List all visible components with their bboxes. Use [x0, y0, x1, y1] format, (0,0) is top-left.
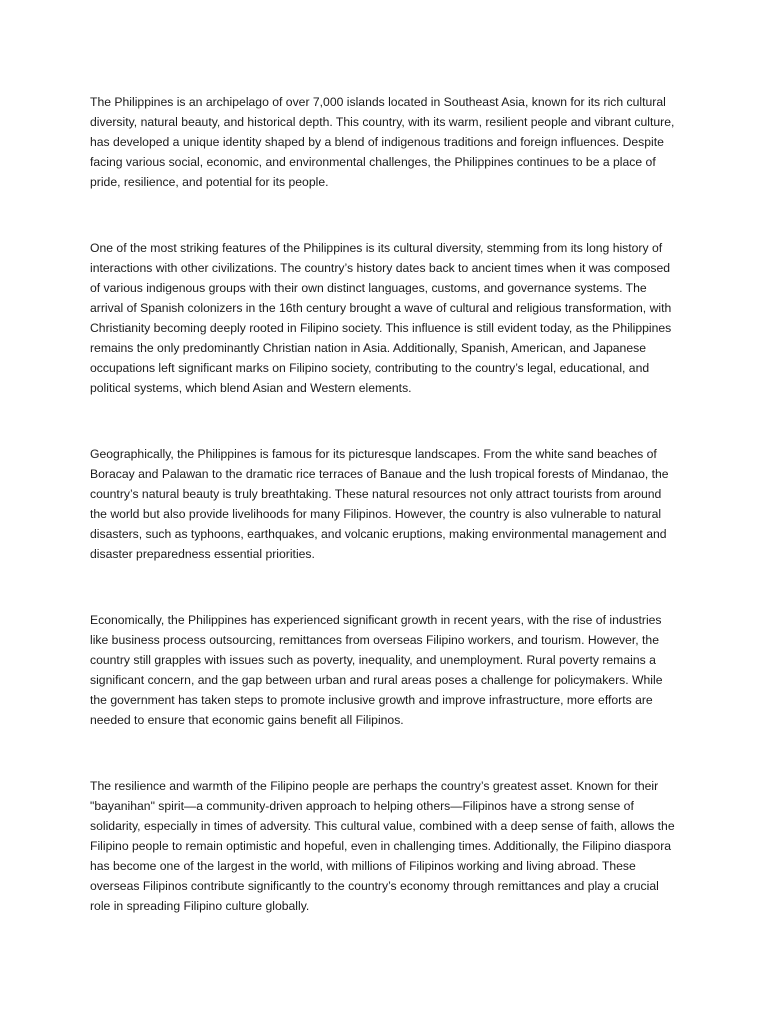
- paragraph-resilience: The resilience and warmth of the Filipino people are perhaps the country’s greatest asset. Known for their "bayanihan" spirit—a community-driven approach to helping others—Filipinos have a strong sense of solidarity, especially in times of adversity. This cultural value, combined with a deep sense of faith, allows the Filipino people to remain optimistic and hopeful, even in challenging times. Additionally, the Filipino diaspora has become one of the largest in the world, with millions of Filipinos working and living abroad. These overseas Filipinos contribute significantly to the country’s economy through remittances and play a crucial role in spreading Filipino culture globally.: [90, 779, 675, 913]
- paragraph-geography: Geographically, the Philippines is famous for its picturesque landscapes. From the white sand beaches of Boracay and Palawan to the dramatic rice terraces of Banaue and the lush tropical forests of Mindanao, the country’s natural beauty is truly breathtaking. These natural resources not only attract tourists from around the world but also provide livelihoods for many Filipinos. However, the country is also vulnerable to natural disasters, such as typhoons, earthquakes, and volcanic eruptions, making environmental management and disaster preparedness essential priorities.: [90, 447, 669, 561]
- paragraph-introduction: The Philippines is an archipelago of over 7,000 islands located in Southeast Asia, known for its rich cultural diversity, natural beauty, and historical depth. This country, with its warm, resilient people and vibrant culture, has developed a unique identity shaped by a blend of indigenous traditions and foreign influences. Despite facing various social, economic, and environmental challenges, the Philippines continues to be a place of pride, resilience, and potential for its people.: [90, 95, 675, 189]
- paragraph-cultural-diversity: One of the most striking features of the Philippines is its cultural diversity, stemming from its long history of interactions with other civilizations. The country’s history dates back to ancient times when it was composed of various indigenous groups with their own distinct languages, customs, and governance systems. The arrival of Spanish colonizers in the 16th century brought a wave of cultural and religious transformation, with Christianity becoming deeply rooted in Filipino society. This influence is still evident today, as the Philippines remains the only predominantly Christian nation in Asia. Additionally, Spanish, American, and Japanese occupations left significant marks on Filipino society, contributing to the country’s legal, educational, and political systems, which blend Asian and Western elements.: [90, 241, 672, 395]
- paragraph-economy: Economically, the Philippines has experienced significant growth in recent years, with the rise of industries like business process outsourcing, remittances from overseas Filipino workers, and tourism. However, the country still grapples with issues such as poverty, inequality, and unemployment. Rural poverty remains a significant concern, and the gap between urban and rural areas poses a challenge for policymakers. While the government has taken steps to promote inclusive growth and improve infrastructure, more efforts are needed to ensure that economic gains benefit all Filipinos.: [90, 613, 663, 727]
- document-body: [90, 92, 680, 962]
